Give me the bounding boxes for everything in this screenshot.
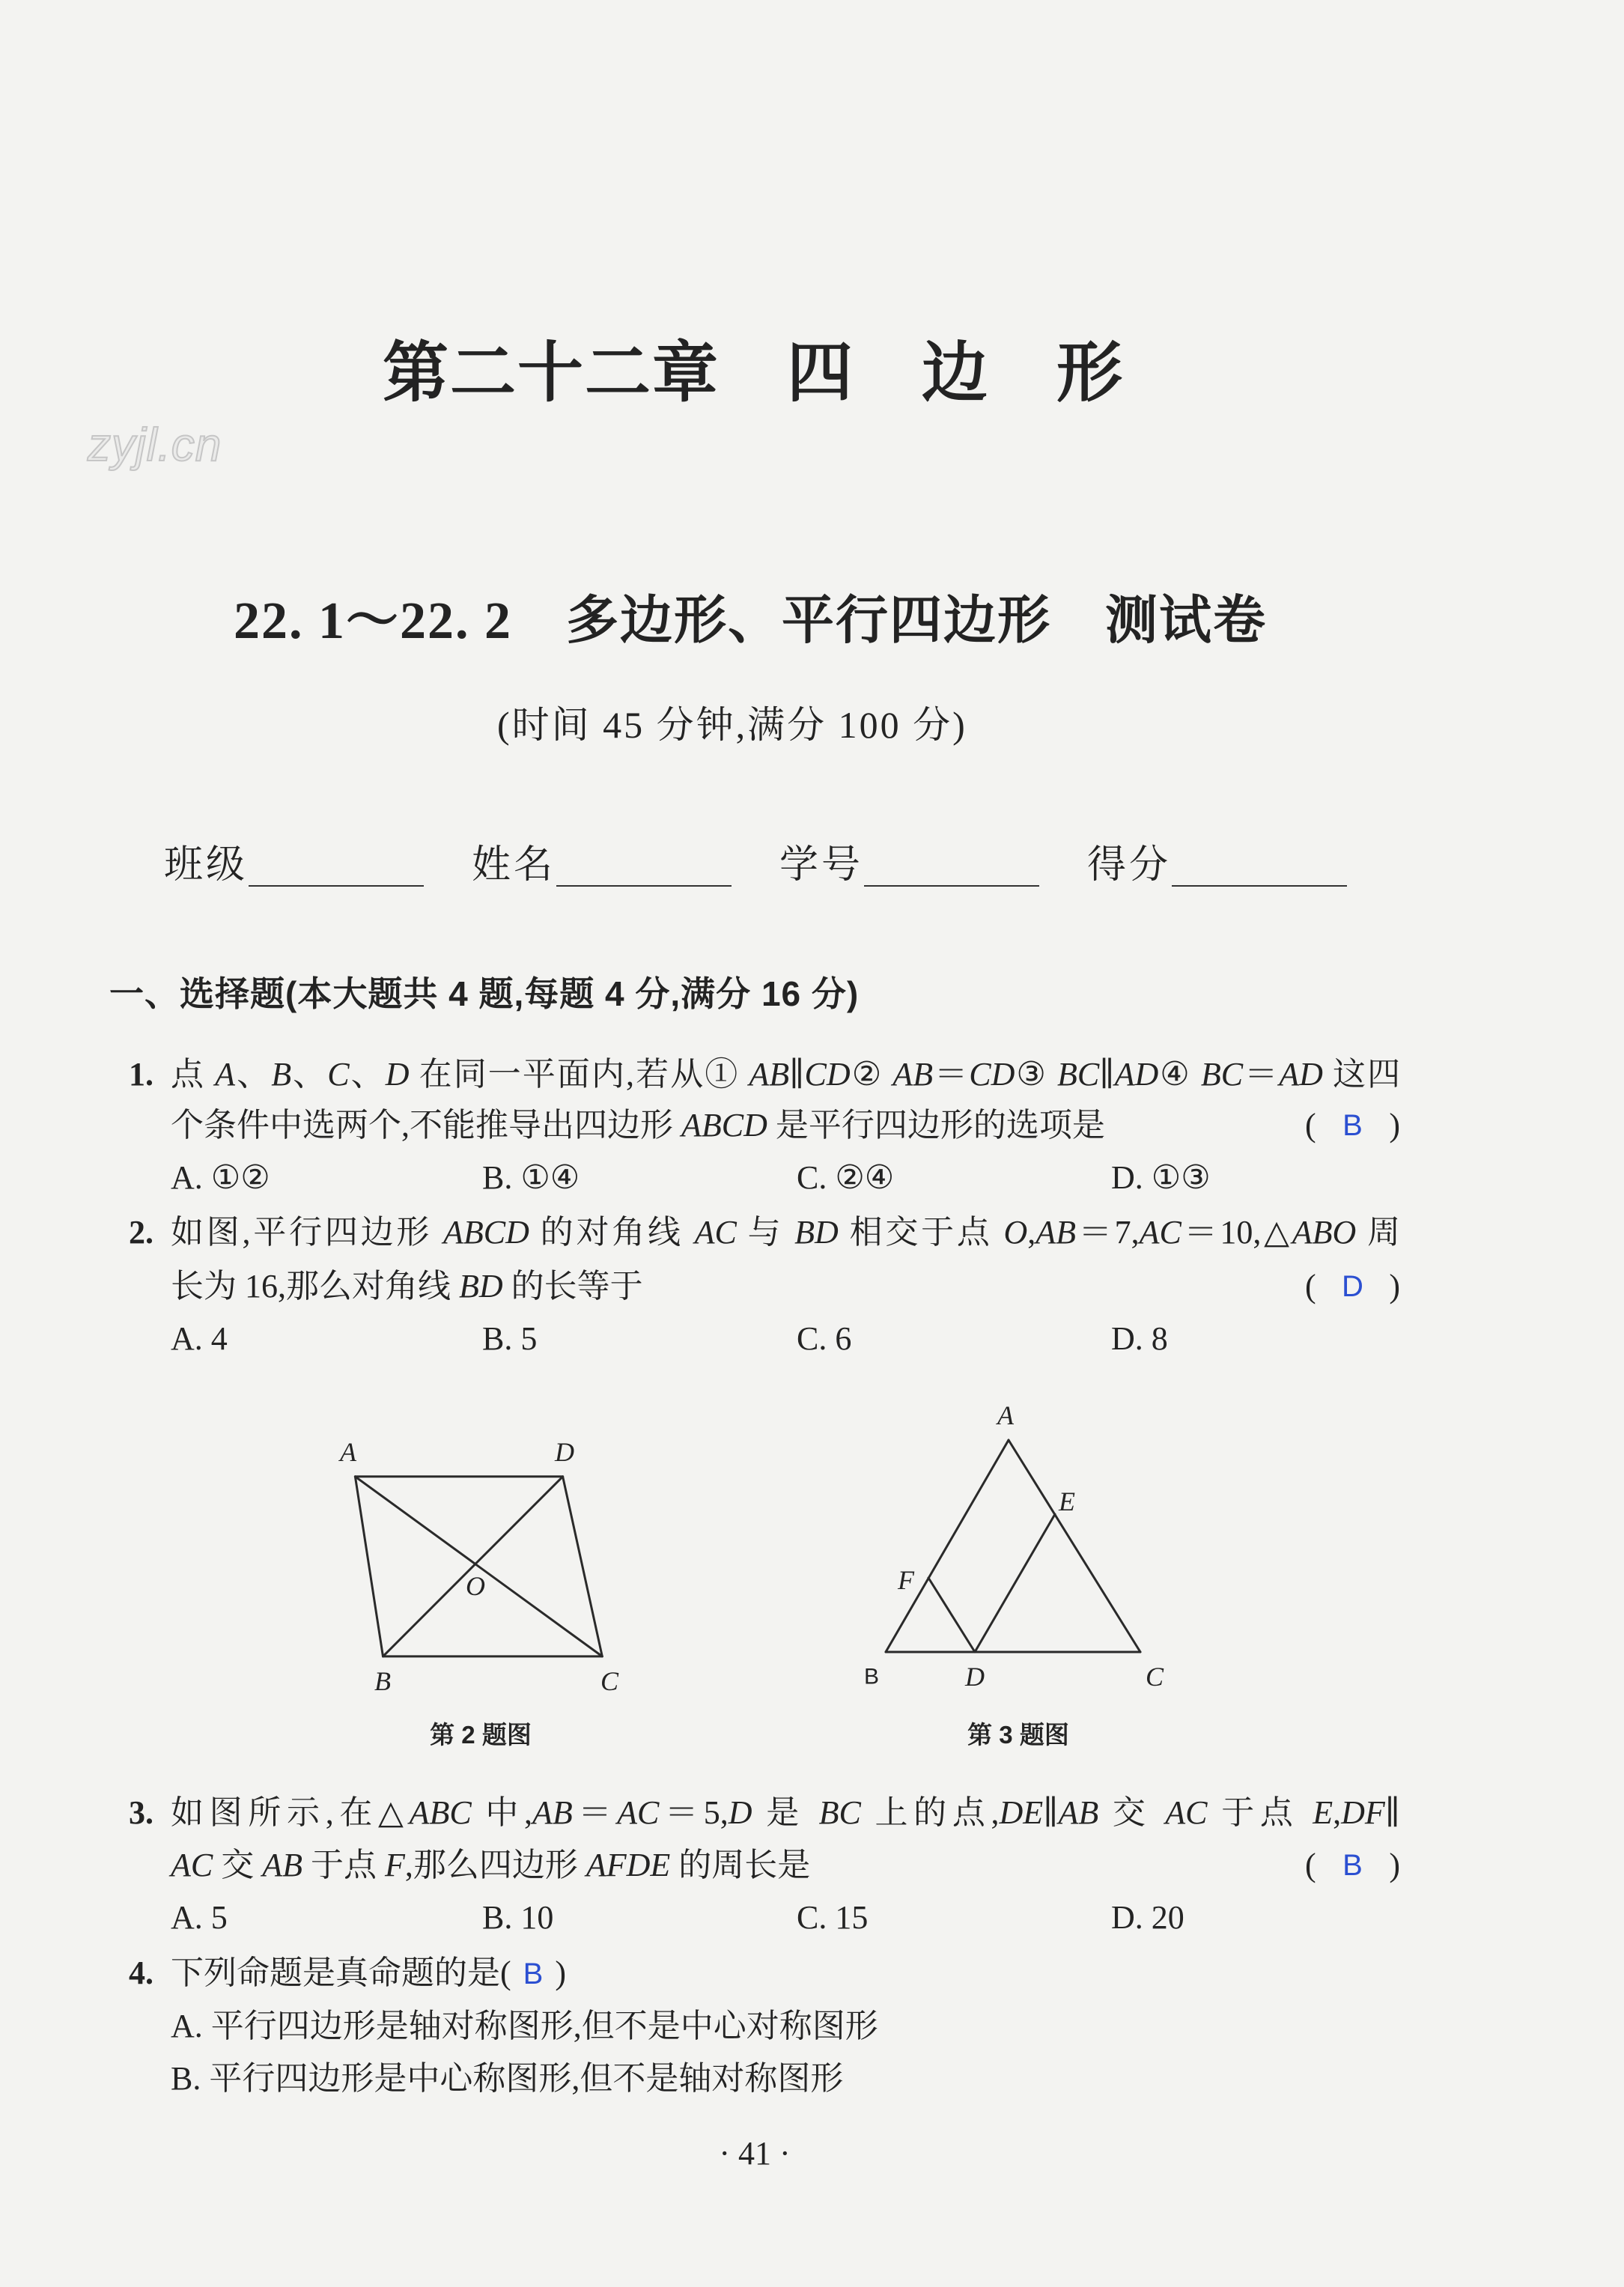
vertex-label-d: D xyxy=(555,1437,574,1467)
question-4-number: 4. xyxy=(129,1955,153,1991)
question-2-number: 2. xyxy=(129,1214,153,1251)
answer-close-paren: ) xyxy=(555,1955,566,1991)
page-number: · 41 · xyxy=(719,2135,791,2172)
answer-close-paren: ) xyxy=(1389,1847,1400,1883)
question-4-line-1 xyxy=(171,1955,566,1993)
vertex-label-c: C xyxy=(600,1666,619,1696)
question-2-option-d: D. 8 xyxy=(1111,1320,1168,1357)
class-field xyxy=(164,843,472,888)
figure-2-parallelogram xyxy=(314,1415,659,1707)
test-title: 22. 1～22. 2 多边形、平行四边形 测试卷 xyxy=(234,592,1267,650)
answer-open-paren: ( xyxy=(500,1955,511,1991)
figure-3-lines xyxy=(886,1440,1140,1652)
student-number-label: 学号 xyxy=(779,844,864,887)
question-3-answer-bracket xyxy=(1305,1847,1400,1884)
side-ac xyxy=(1009,1440,1140,1652)
question-1-option-d: D. ①③ xyxy=(1111,1159,1211,1196)
segment-de xyxy=(975,1514,1055,1652)
question-1-answer: B xyxy=(1342,1109,1363,1142)
site-watermark: zyjl.cn xyxy=(88,419,222,471)
point-label-e: E xyxy=(1059,1486,1075,1516)
question-4-text: 下列命题是真命题的是 xyxy=(171,1955,500,1991)
answer-close-paren: ) xyxy=(1389,1268,1400,1305)
answer-open-paren: ( xyxy=(1305,1107,1316,1144)
figure-2-caption: 第 2 题图 xyxy=(430,1721,532,1749)
question-1-number: 1. xyxy=(129,1056,153,1093)
chapter-title: 第二十二章 四 边 形 xyxy=(383,335,1125,410)
question-1-option-b: B. ①④ xyxy=(482,1159,580,1196)
figure-3-triangle xyxy=(846,1393,1183,1700)
question-3-option-c: C. 15 xyxy=(797,1899,869,1936)
question-3-line-1: 如图所示,在△ABC 中,AB＝AC＝5,D 是 BC 上的点,DE∥AB 交 AC 于点 E,DF∥ xyxy=(171,1794,1401,1831)
answer-close-paren: ) xyxy=(1389,1107,1400,1144)
question-2-answer-bracket xyxy=(1305,1268,1400,1305)
question-3-line-2: AC 交 AB 于点 F,那么四边形 AFDE 的周长是 xyxy=(171,1847,811,1883)
class-blank-line xyxy=(249,885,424,887)
figure-2-lines xyxy=(355,1477,602,1656)
question-3-option-d: D. 20 xyxy=(1111,1899,1184,1936)
question-2-line-1: 如图,平行四边形 ABCD 的对角线 AC 与 BD 相交于点 O,AB＝7,AC＝10,△ABO 周 xyxy=(171,1214,1401,1251)
question-4-option-b: B. 平行四边形是中心称图形,但不是轴对称图形 xyxy=(171,2060,844,2097)
vertex-label-a: A xyxy=(340,1437,356,1467)
student-info-row xyxy=(164,843,1395,888)
student-number-field xyxy=(779,843,1087,888)
student-number-blank-line xyxy=(864,885,1039,887)
point-label-d: D xyxy=(965,1662,985,1692)
point-label-f: F xyxy=(898,1565,914,1595)
vertex-label-a: A xyxy=(997,1400,1014,1430)
question-2-option-a: A. 4 xyxy=(171,1320,228,1357)
name-blank-line xyxy=(556,885,732,887)
question-3-option-a: A. 5 xyxy=(171,1899,228,1936)
question-1-answer-bracket xyxy=(1305,1107,1400,1144)
figure-3-caption: 第 3 题图 xyxy=(967,1721,1069,1749)
name-label: 姓名 xyxy=(472,844,556,887)
question-3-option-b: B. 10 xyxy=(482,1899,554,1936)
question-1-line-1: 点 A、B、C、D 在同一平面内,若从① AB∥CD② AB＝CD③ BC∥AD④ BC＝AD 这四 xyxy=(171,1056,1401,1093)
name-field xyxy=(472,843,779,888)
question-1-option-c: C. ②④ xyxy=(797,1159,895,1196)
segment-df xyxy=(928,1578,975,1652)
question-3-answer: B xyxy=(1342,1849,1363,1882)
question-2-option-b: B. 5 xyxy=(482,1320,538,1357)
score-label: 得分 xyxy=(1087,844,1172,887)
question-1-line-2: 个条件中选两个,不能推导出四边形 ABCD 是平行四边形的选项是 xyxy=(171,1107,1105,1144)
side-ba xyxy=(355,1477,383,1656)
score-field xyxy=(1087,843,1395,888)
question-2-option-c: C. 6 xyxy=(797,1320,852,1357)
time-and-score-note: (时间 45 分钟,满分 100 分) xyxy=(497,704,967,746)
question-3-number: 3. xyxy=(129,1794,153,1831)
question-1-option-a: A. ①② xyxy=(171,1159,270,1196)
point-label-o: O xyxy=(466,1571,485,1601)
diagonal-bd xyxy=(383,1477,563,1656)
question-4-answer-bracket xyxy=(500,1955,566,1991)
answer-open-paren: ( xyxy=(1305,1268,1316,1305)
vertex-label-b: B xyxy=(374,1666,391,1696)
vertex-label-b: B xyxy=(863,1664,880,1689)
side-dc xyxy=(563,1477,603,1656)
question-4-answer: B xyxy=(523,1958,544,1990)
section-heading: 一、选择题(本大题共 4 题,每题 4 分,满分 16 分) xyxy=(109,974,860,1013)
vertex-label-c: C xyxy=(1145,1662,1164,1692)
score-blank-line xyxy=(1172,885,1347,887)
class-label: 班级 xyxy=(164,844,249,887)
question-2-answer: D xyxy=(1342,1270,1363,1303)
answer-open-paren: ( xyxy=(1305,1847,1316,1883)
side-ab xyxy=(886,1440,1009,1652)
question-2-line-2: 长为 16,那么对角线 BD 的长等于 xyxy=(171,1268,643,1305)
diagonal-ac xyxy=(355,1477,602,1656)
figure-3-labels xyxy=(864,1400,1164,1692)
question-4-option-a: A. 平行四边形是轴对称图形,但不是中心对称图形 xyxy=(171,2008,878,2044)
